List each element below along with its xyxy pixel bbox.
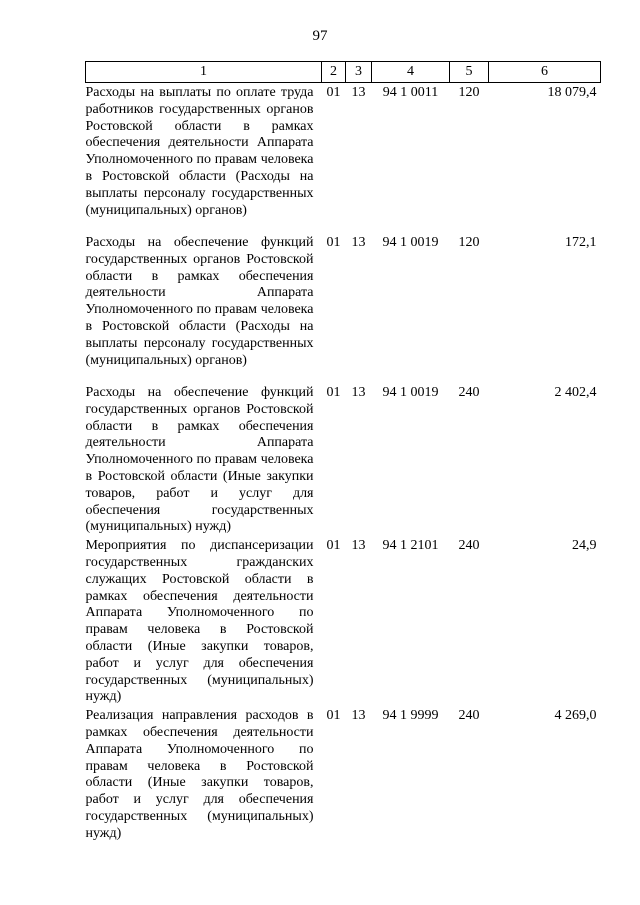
expense-name: Расходы на выплаты по оплате труда работников государственных органов Ростовской области в рамках обеспечения деятельности Аппарата Уполномоченного по правам человека в Ростовской области (Расходы на выплаты персоналу государственных (муниципальных) органов) bbox=[85, 85, 314, 218]
subsection-code: 13 bbox=[351, 385, 366, 400]
expense-type-code: 240 bbox=[458, 385, 480, 400]
expense-type-code: 120 bbox=[458, 85, 480, 100]
subsection-code: 13 bbox=[351, 85, 366, 100]
target-article-code: 94 1 0011 bbox=[382, 85, 439, 100]
section-code: 01 bbox=[326, 708, 341, 724]
expense-name: Мероприятия по диспансеризации государственных гражданских служащих Ростовской области в рамках обеспечения деятельности Аппарата Уполномоченного по правам человека в Ростовской области (Иные закупки товаров, работ и услуг для обеспечения государственных (муниципальных) нужд) bbox=[85, 538, 314, 705]
amount: 24,9 bbox=[572, 538, 597, 554]
section-code: 01 bbox=[326, 538, 341, 554]
expense-type-code: 240 bbox=[458, 538, 480, 554]
amount: 2 402,4 bbox=[554, 385, 597, 400]
expense-type-code: 240 bbox=[458, 708, 480, 724]
table-header bbox=[86, 62, 601, 83]
table-row bbox=[86, 83, 601, 234]
header-col-3: 3 bbox=[346, 62, 372, 83]
page-number: 97 bbox=[312, 28, 328, 44]
header-col-5: 5 bbox=[450, 62, 489, 83]
subsection-code: 13 bbox=[351, 708, 366, 724]
expense-type-code: 120 bbox=[458, 235, 480, 250]
header-col-6: 6 bbox=[489, 62, 601, 83]
section-code: 01 bbox=[326, 385, 341, 400]
target-article-code: 94 1 0019 bbox=[382, 385, 439, 400]
amount: 4 269,0 bbox=[554, 708, 597, 724]
table-row bbox=[86, 536, 601, 706]
table-row bbox=[86, 233, 601, 383]
section-code: 01 bbox=[326, 235, 341, 250]
expense-name: Реализация направления расходов в рамках обеспечения деятельности Аппарата Уполномоченного по правам человека в Ростовской области (Иные закупки товаров, работ и услуг для обеспечения государственных (муниципальных) нужд) bbox=[85, 708, 314, 841]
header-col-2: 2 bbox=[322, 62, 346, 83]
target-article-code: 94 1 0019 bbox=[382, 235, 439, 250]
header-col-1: 1 bbox=[86, 62, 322, 83]
table-row bbox=[86, 383, 601, 536]
header-row bbox=[86, 62, 601, 83]
subsection-code: 13 bbox=[351, 235, 366, 250]
header-col-4: 4 bbox=[372, 62, 450, 83]
amount: 18 079,4 bbox=[547, 85, 597, 100]
expense-name: Расходы на обеспечение функций государственных органов Ростовской области в рамках обеспечения деятельности Аппарата Уполномоченного по правам человека в Ростовской области (Иные закупки товаров, работ и услуг для обеспечения государственных (муниципальных) нужд) bbox=[85, 385, 314, 535]
section-code: 01 bbox=[326, 85, 341, 100]
target-article-code: 94 1 9999 bbox=[382, 708, 439, 724]
table-row bbox=[86, 706, 601, 842]
budget-table bbox=[85, 61, 601, 843]
target-article-code: 94 1 2101 bbox=[382, 538, 439, 554]
amount: 172,1 bbox=[565, 235, 597, 250]
expense-name: Расходы на обеспечение функций государственных органов Ростовской области в рамках обеспечения деятельности Аппарата Уполномоченного по правам человека в Ростовской области (Расходы на выплаты персоналу государственных (муниципальных) органов) bbox=[85, 235, 314, 368]
subsection-code: 13 bbox=[351, 538, 366, 554]
table-body bbox=[86, 83, 601, 843]
